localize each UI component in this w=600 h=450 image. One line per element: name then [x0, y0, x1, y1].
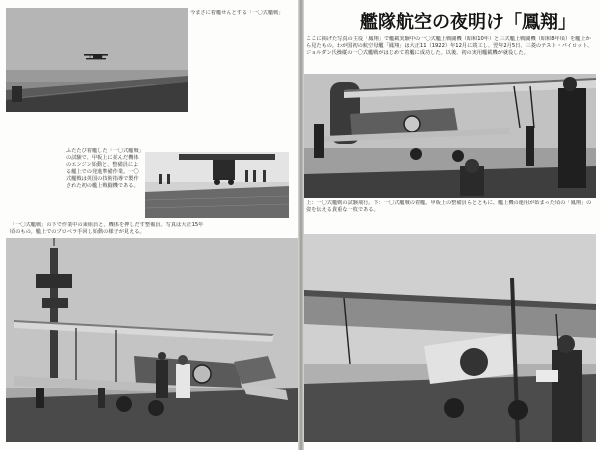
- photo-biplane-approach-image: [6, 8, 188, 112]
- caption-bottom-left: 「一〇式艦戦」の下で作業中の乗組員と、機体を押しだす整備員。写真は大正15年頃のもの。艦上でのプロペラ手回し始動の様子が見える。: [10, 222, 204, 235]
- photo-biplane-crew-image: [6, 238, 298, 442]
- caption-top-left: 今まさに着艦せんとする「一〇式艦戦」: [190, 10, 284, 16]
- photo-deck-aircraft-image: [145, 152, 289, 218]
- photo-biplane-propeller-image: [304, 234, 596, 442]
- photo-biplane-approach: [6, 8, 188, 112]
- caption-right-middle: 上：一〇式艦戦の試験飛行。下：一〇式艦戦の着艦。甲板上の整備員らとともに、艦上機の運用が始まった頃の「鳳翔」の姿を伝える貴重な一枚である。: [306, 200, 592, 213]
- photo-deck-aircraft: [145, 152, 289, 218]
- photo-biplane-propeller: [304, 234, 596, 442]
- caption-middle-left: ふたたび着艦した「一〇式艦戦」の試験で、甲板上に並んだ機体のエンジン始動と、整備員による艦上での発進準備作業。一〇式艦戦は英国の技術指導で製作された初の艦上戦闘機である。: [66, 148, 142, 189]
- photo-biplane-crew: [6, 238, 298, 442]
- photo-carrier-deck-officers: [304, 74, 596, 198]
- article-body: ここに掲げた写真の主役「鳳翔」で艦載実験中の一〇式艦上戦闘機（昭和10年）と三式艦上戦闘機（昭和8年頃）を艦上から見たもの。わが国初の航空母艦「鳳翔」は大正11（1922）年12月に竣工し、翌年2月5日、三菱のテスト・パイロット、ジョルダン氏操縦の一〇式艦戦がはじめて着艦に成功した。以後、初の実用艦載機が就役した。: [306, 36, 593, 57]
- page-title: 艦隊航空の夜明け「鳳翔」: [360, 12, 576, 33]
- photo-carrier-deck-officers-image: [304, 74, 596, 198]
